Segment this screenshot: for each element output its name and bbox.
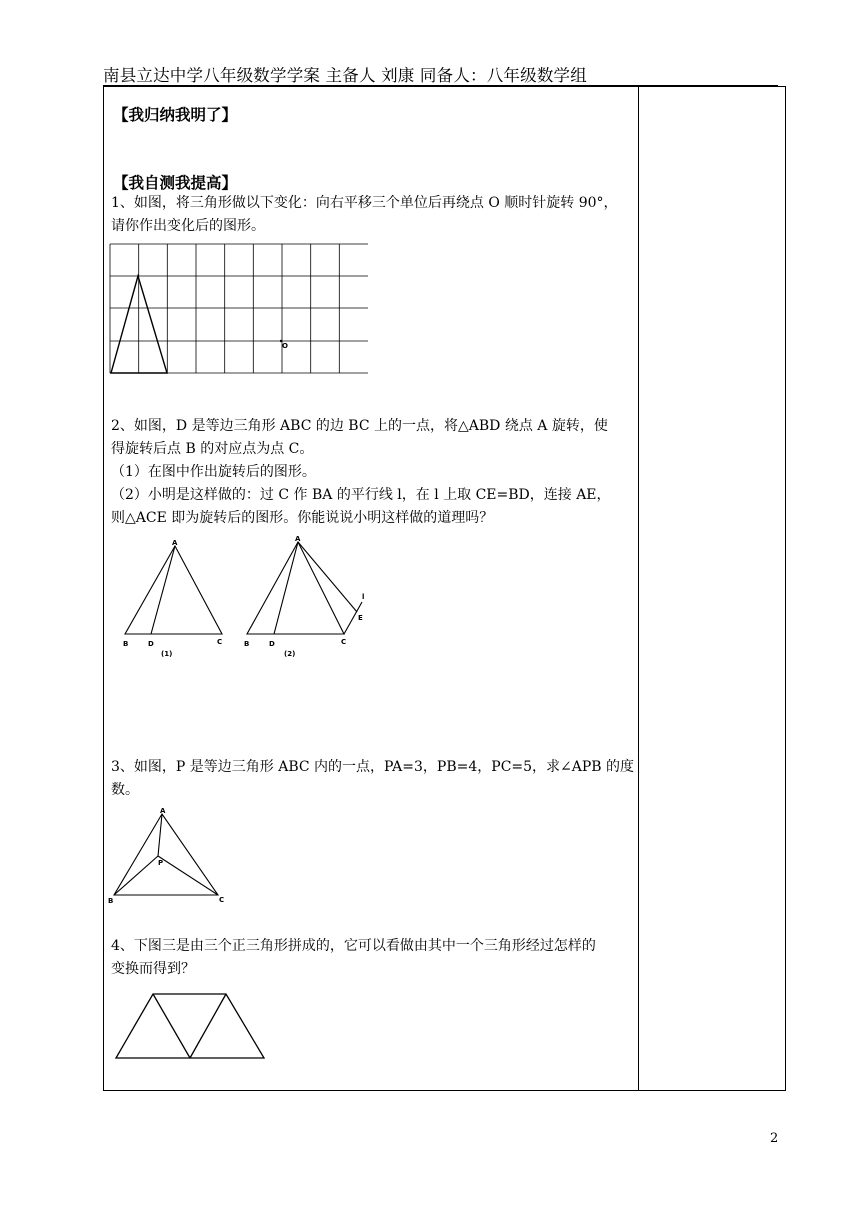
q3-label-c: C xyxy=(219,896,225,904)
q2-fig2-label-c: C xyxy=(341,638,347,646)
column-divider xyxy=(638,86,639,1091)
q3-text-line2: 数。 xyxy=(111,782,139,798)
q2-text-line1: 2、如图，D 是等边三角形 ABC 的边 BC 上的一点，将△ABD 绕点 A 旋转，使 xyxy=(111,418,608,434)
q2-fig2-label-d: D xyxy=(269,640,275,648)
section-self-test-heading: 【我自测我提高】 xyxy=(113,174,238,192)
q1-text-line1: 1、如图，将三角形做以下变化：向右平移三个单位后再绕点 O 顺时针旋转 90°， xyxy=(111,195,618,211)
q2-fig2-caption: (2) xyxy=(284,650,296,658)
q2-fig2-label-a: A xyxy=(295,535,301,543)
q1-grid-figure xyxy=(110,244,370,376)
q1-point-o-label: O xyxy=(282,342,288,350)
q2-fig1-caption: (1) xyxy=(161,650,173,658)
q2-fig1-label-d: D xyxy=(148,640,154,648)
q2-text-line4: （2）小明是这样做的：过 C 作 BA 的平行线 l，在 l 上取 CE=BD，连接 AE， xyxy=(111,487,611,503)
q2-figure-2 xyxy=(238,532,378,660)
q2-fig2-label-l: l xyxy=(362,593,365,601)
q2-fig2-label-e: E xyxy=(358,614,363,622)
q4-text-line1: 4、下图三是由三个正三角形拼成的，它可以看做由其中一个三角形经过怎样的 xyxy=(111,938,596,954)
q4-figure xyxy=(113,990,269,1062)
q2-text-line2: 得旋转后点 B 的对应点为点 C。 xyxy=(111,441,314,457)
q2-figure-1 xyxy=(118,536,228,660)
page-header: 南县立达中学八年级数学学案 主备人 刘康 同备人：八年级数学组 xyxy=(103,66,587,85)
q2-fig1-label-a: A xyxy=(172,539,178,547)
section-summary-heading: 【我归纳我明了】 xyxy=(113,106,238,124)
q3-label-p: P xyxy=(158,859,164,867)
q2-fig1-label-c: C xyxy=(217,638,223,646)
q3-label-b: B xyxy=(108,897,114,905)
q4-text-line2: 变换而得到？ xyxy=(111,961,195,977)
q3-figure xyxy=(106,806,236,906)
page-number: 2 xyxy=(770,1131,779,1146)
q2-text-line3: （1）在图中作出旋转后的图形。 xyxy=(111,464,316,480)
q3-text-line1: 3、如图，P 是等边三角形 ABC 内的一点，PA=3，PB=4，PC=5，求∠APB 的度 xyxy=(111,759,635,775)
q3-label-a: A xyxy=(160,807,166,815)
q2-fig1-label-b: B xyxy=(123,640,129,648)
q1-text-line2: 请你作出变化后的图形。 xyxy=(111,218,265,234)
q2-text-line5: 则△ACE 即为旋转后的图形。你能说说小明这样做的道理吗？ xyxy=(111,510,494,526)
q2-fig2-label-b: B xyxy=(244,640,250,648)
